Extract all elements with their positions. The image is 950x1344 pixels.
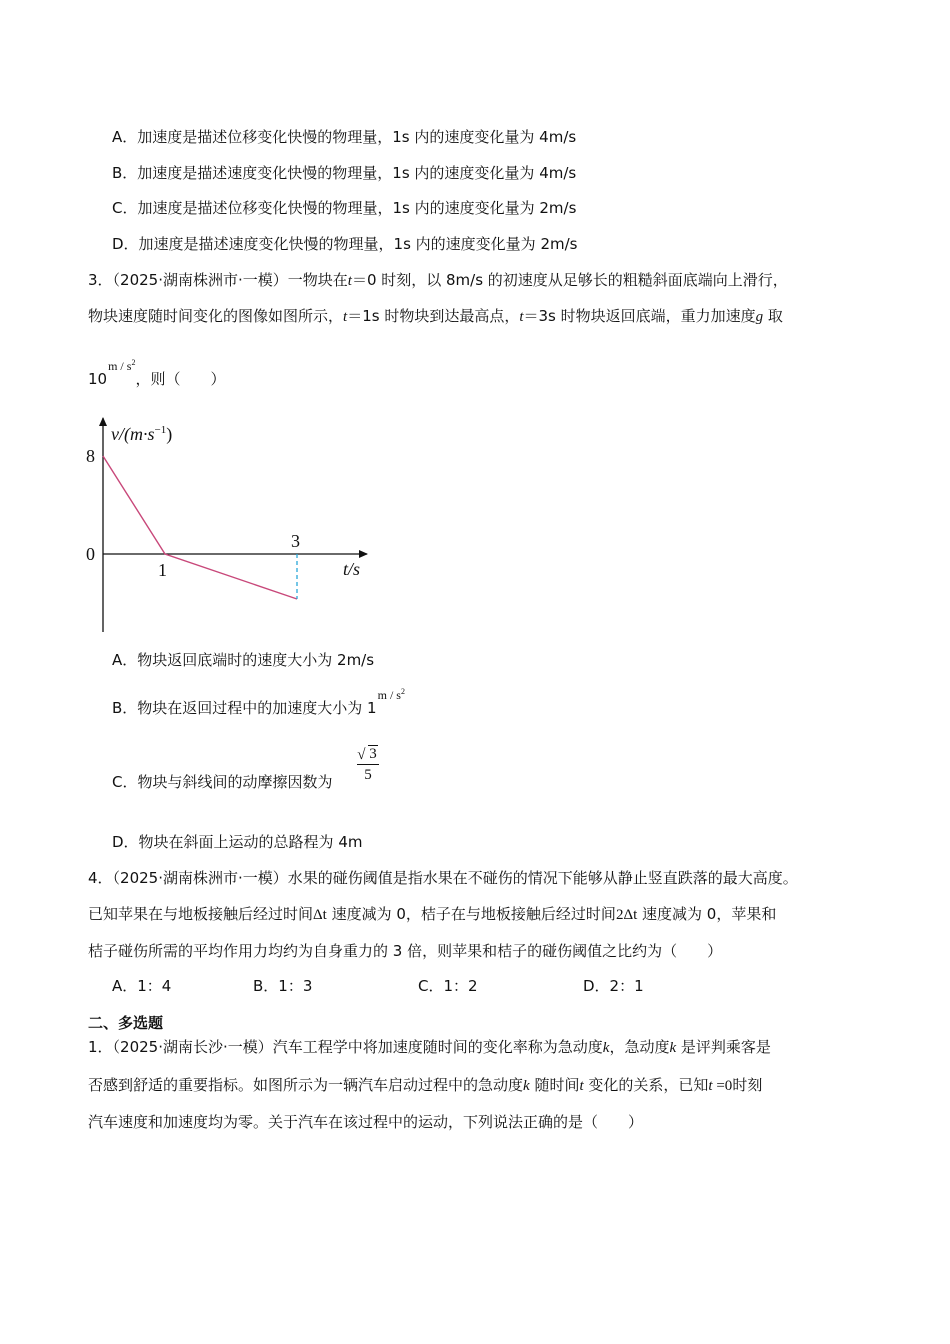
q3-option-b-text: B．物块在返回过程中的加速度大小为 1 (112, 699, 377, 717)
q3-stem-line1 (88, 270, 788, 291)
two-delta-t: 2Δt (615, 907, 638, 923)
section-heading: 二、多选题 (88, 1014, 164, 1032)
s2-q1-line2 (88, 1075, 762, 1096)
delta-t: Δt (313, 907, 327, 923)
q2-option-d: D．加速度是描述速度变化快慢的物理量，1s 内的速度变化量为 2m/s (112, 235, 578, 253)
s2-q1-text-b: ，急动度 (609, 1038, 670, 1056)
y-axis-label-text: v/(m·s (111, 424, 155, 444)
q3-option-c (112, 772, 332, 792)
var-t: t (347, 273, 352, 289)
q3-stem-line3 (88, 358, 226, 392)
q3-text-f: 取 (763, 307, 783, 325)
q2-option-b: B．加速度是描述速度变化快慢的物理量，1s 内的速度变化量为 4m/s (112, 164, 577, 182)
q3-option-b-unit (378, 688, 405, 702)
q2-option-c: C．加速度是描述位移变化快慢的物理量，1s 内的速度变化量为 2m/s (112, 199, 577, 217)
q4-option-b: B．1：3 (253, 977, 313, 995)
y-axis-label (111, 424, 172, 445)
var-t: t (343, 309, 348, 325)
var-t: t (519, 309, 524, 325)
s2-q1-text-g: 时刻 (732, 1076, 763, 1094)
q3-stem-line2 (88, 306, 783, 327)
var-t: t (708, 1078, 713, 1094)
s2-q1-line3: 汽车速度和加速度均为零。关于汽车在该过程中的运动，下列说法正确的是（ ） (88, 1113, 644, 1131)
s2-q1-text-e: 随时间 (529, 1076, 580, 1094)
equals-zero: =0 (712, 1078, 733, 1094)
g-unit (108, 359, 135, 373)
q3-text-g: ，则（ ） (135, 370, 226, 388)
q2-option-a: A．加速度是描述位移变化快慢的物理量，1s 内的速度变化量为 4m/s (112, 128, 577, 146)
fraction-denominator: 5 (364, 767, 372, 783)
unit-text: m / s (377, 688, 401, 702)
velocity-line (103, 456, 297, 599)
var-g: g (755, 309, 764, 325)
q4-option-d: D．2：1 (583, 977, 644, 995)
var-k: k (523, 1078, 530, 1094)
unit-exponent: 2 (131, 358, 136, 367)
q3-text-e: ＝3s 时物块返回底端，重力加速度 (523, 307, 756, 325)
tick-8: 8 (86, 446, 95, 466)
q4-text-c: 速度减为 0，苹果和 (637, 905, 777, 923)
var-t: t (579, 1078, 584, 1094)
s2-q1-text-d: 否感到舒适的重要指标。如图所示为一辆汽车启动过程中的急动度 (88, 1076, 524, 1094)
tick-3: 3 (291, 531, 300, 551)
q4-option-c: C．1：2 (418, 977, 478, 995)
q3-option-a: A．物块返回底端时的速度大小为 2m/s (112, 651, 375, 669)
var-k: k (602, 1040, 610, 1056)
unit-text: m / s (108, 359, 132, 373)
tick-0: 0 (86, 544, 95, 564)
q3-option-c-text: C．物块与斜线间的动摩擦因数为 (112, 773, 333, 791)
q3-option-b (112, 687, 405, 721)
s2-q1-text-c: 是评判乘客是 (676, 1038, 771, 1056)
q4-option-a: A．1：4 (112, 977, 172, 995)
q4-text-b: 速度减为 0，桔子在与地板接触后经过时间 (326, 905, 616, 923)
sqrt-radicand: 3 (369, 746, 377, 762)
q3-text-d: ＝1s 时物块到达最高点， (347, 307, 520, 325)
velocity-time-graph (80, 412, 380, 640)
var-k: k (669, 1040, 677, 1056)
s2-q1-line1 (88, 1037, 771, 1058)
s2-q1-text-f: 变化的关系，已知 (583, 1076, 709, 1094)
q3-option-d: D．物块在斜面上运动的总路程为 4m (112, 833, 363, 851)
q4-stem-line3: 桔子碰伤所需的平均作用力均约为自身重力的 3 倍，则苹果和桔子的碰伤阈值之比约为（ ） (88, 942, 723, 960)
tick-1: 1 (158, 560, 167, 580)
s2-q1-text-a: 1．（2025·湖南长沙·一模）汽车工程学中将加速度随时间的变化率称为急动度 (88, 1038, 603, 1056)
q3-text-a: 3．（2025·湖南株洲市·一模）一物块在 (88, 271, 348, 289)
y-axis-label-close: ) (166, 424, 173, 444)
y-axis-label-exp: −1 (154, 424, 167, 436)
fraction-sqrt3-over-5 (357, 745, 379, 784)
g-value: 10 (88, 370, 108, 388)
q4-stem-line2 (88, 904, 776, 925)
q3-text-b: ＝0 时刻，以 8m/s 的初速度从足够长的粗糙斜面底端向上滑行， (351, 271, 788, 289)
q4-stem-line1: 4．（2025·湖南株洲市·一模）水果的碰伤阈值是指水果在不碰伤的情况下能够从静止竖直跌落的最大高度。 (88, 869, 798, 887)
q4-text-a: 已知苹果在与地板接触后经过时间 (88, 905, 314, 923)
x-axis-label: t/s (343, 559, 361, 579)
q3-text-c: 物块速度随时间变化的图像如图所示， (88, 307, 344, 325)
unit-exponent: 2 (400, 687, 405, 696)
